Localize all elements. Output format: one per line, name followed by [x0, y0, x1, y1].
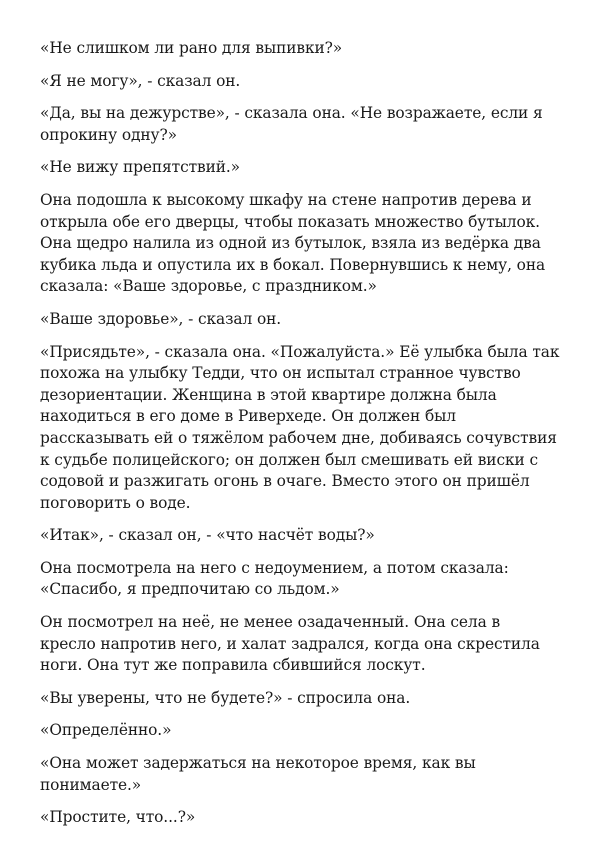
paragraph: «Ваше здоровье», - сказал он.	[40, 309, 282, 328]
paragraph: «Да, вы на дежурстве», - сказала она. «Не возражаете, если я опрокину одну?»	[40, 104, 543, 144]
paragraph: «Вы уверены, что не будете?» - спросила она.	[40, 688, 411, 707]
paragraph: «Не вижу препятствий.»	[40, 158, 240, 177]
paragraph: Она подошла к высокому шкафу на стене напротив дерева и открыла обе его дверцы, чтобы показать множество бутылок. Она щедро налила из одной из бутылок, взяла из ведёрка два кубика льда и опустила их в бокал. Повернувшись к нему, она сказала: «Ваше здоровье, с праздником.»	[40, 190, 546, 296]
paragraph: «Она может задержаться на некоторое время, как вы понимаете.»	[40, 754, 476, 794]
paragraph: «Не слишком ли рано для выпивки?»	[40, 39, 343, 57]
paragraph: «Определённо.»	[40, 721, 172, 740]
paragraph: Она посмотрела на него с недоумением, а потом сказала: «Спасибо, я предпочитаю со льдом.»	[40, 558, 509, 599]
paragraph: «Простите, что...?»	[40, 808, 196, 827]
paragraph: «Я не могу», - сказал он.	[40, 71, 241, 90]
paragraph: «Присядьте», - сказала она. «Пожалуйста.» Её улыбка была так похожа на улыбку Тедди, что он испытал странное чувство дезориентации. Женщина в этой квартире должна была находиться в его доме в Риверхеде. Он должен был рассказывать ей о тяжёлом рабочем дне, добиваясь сочувствия к судьбе полицейского; он должен был смешивать ей виски с содовой и разжигать огонь в очаге. Вместо этого он пришёл поговорить о воде.	[40, 342, 560, 512]
paragraph: Он посмотрел на неё, не менее озадаченный. Она села в кресло напротив него, и халат задрался, когда она скрестила ноги. Она тут же поправила сбившийся лоскут.	[40, 613, 540, 675]
paragraph: «Итак», - сказал он, - «что насчёт воды?»	[40, 526, 375, 545]
